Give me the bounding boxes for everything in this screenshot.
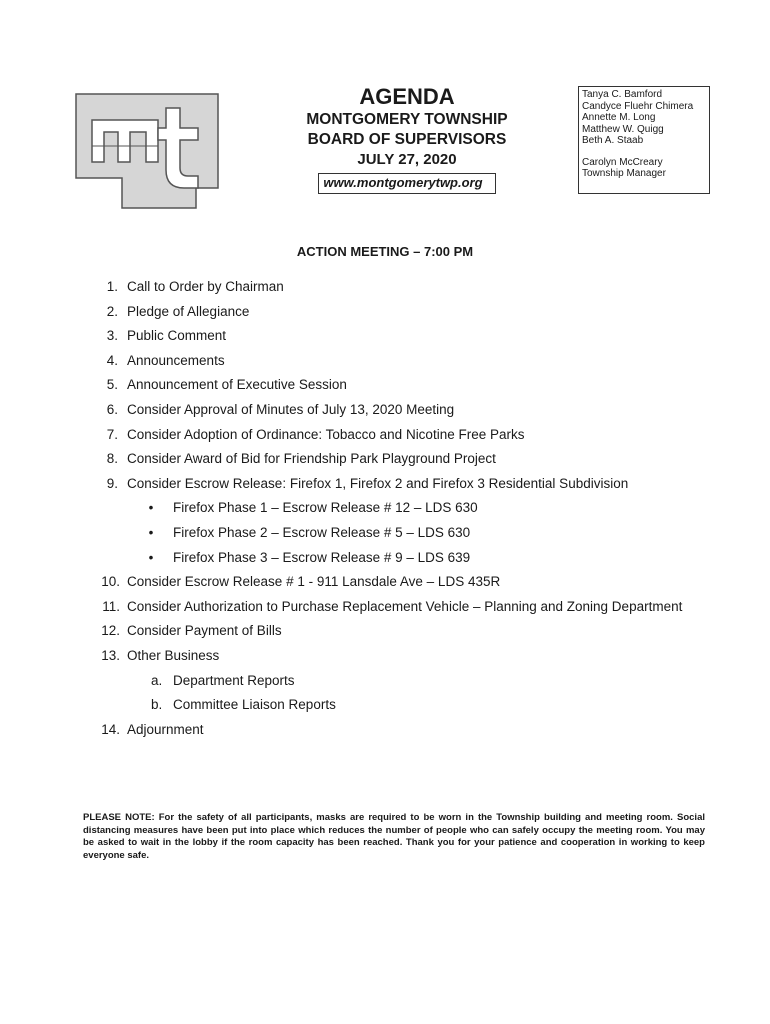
item-text: Consider Escrow Release: Firefox 1, Firefox 2 and Firefox 3 Residential Subdivision [127,475,629,491]
sub-item-letter: b. [151,697,163,713]
item-number: 11. [102,598,120,614]
item-number: 9. [106,475,118,491]
safety-note: PLEASE NOTE: For the safety of all participants, masks are required to be worn in the Township building and meeting room. Social distancing measures have been put into place which reduces the number of people who can safely occupy the meeting room. You may be asked to wait in the lobby if the room capacity has been reached. Thank you for your patience and cooperation in working to keep everyone safe. [83,812,705,861]
item-number: 2. [106,303,118,319]
item-number: 8. [106,451,118,467]
bullet-icon: • [148,549,154,565]
item-text: Consider Payment of Bills [127,623,282,639]
bullet-icon: • [148,525,154,540]
item-number: 7. [106,426,118,442]
agenda-header [290,84,524,194]
org-line-1: MONTGOMERY TOWNSHIP [306,111,508,128]
item-text: Other Business [127,648,220,663]
item-number: 14. [101,721,120,737]
item-text: Consider Authorization to Purchase Replacement Vehicle – Planning and Zoning Department [127,598,683,614]
item-text: Consider Approval of Minutes of July 13, 2020 Meeting [127,402,455,417]
sub-item-text: Firefox Phase 1 – Escrow Release # 12 – LDS 630 [173,500,478,516]
sub-item-text: Firefox Phase 3 – Escrow Release # 9 – LDS 639 [173,549,471,565]
org-line-2: BOARD OF SUPERVISORS [307,131,507,148]
item-number: 3. [106,328,118,344]
item-text: Announcement of Executive Session [127,377,347,393]
supervisor-name: Annette M. Long [582,112,656,123]
sub-item-text: Firefox Phase 2 – Escrow Release # 5 – LDS 630 [173,525,471,540]
manager-name: Carolyn McCreary [582,156,663,168]
supervisor-name: Candyce Fluehr Chimera [582,100,694,112]
sub-item-text: Department Reports [173,672,295,688]
item-number: 13. [101,648,120,663]
item-text: Adjournment [127,721,204,737]
bullet-icon: • [148,500,154,516]
item-number: 1. [106,279,118,294]
item-number: 5. [106,377,118,393]
item-text: Consider Adoption of Ordinance: Tobacco and Nicotine Free Parks [127,426,525,442]
meeting-date: JULY 27, 2020 [357,151,457,168]
item-text: Announcements [127,352,225,368]
sub-item-text: Committee Liaison Reports [173,697,336,713]
item-number: 6. [106,402,118,417]
supervisor-name: Matthew W. Quigg [582,123,664,135]
supervisor-name: Tanya C. Bamford [582,89,663,100]
township-logo [74,92,220,210]
item-number: 12. [101,623,120,639]
supervisors-box [578,86,710,194]
supervisor-name: Beth A. Staab [582,135,644,146]
item-text: Pledge of Allegiance [127,303,250,319]
manager-title: Township Manager [582,168,666,179]
item-text: Consider Award of Bid for Friendship Park Playground Project [127,451,496,467]
item-number: 10. [101,574,120,590]
agenda-title: AGENDA [359,84,455,109]
meeting-title: ACTION MEETING – 7:00 PM [296,244,474,259]
website-link[interactable]: www.montgomerytwp.org [318,173,495,194]
sub-item-letter: a. [151,672,163,688]
item-text: Public Comment [127,328,227,344]
item-text: Call to Order by Chairman [127,279,284,294]
item-number: 4. [106,352,118,368]
item-text: Consider Escrow Release # 1 - 911 Lansdale Ave – LDS 435R [127,574,501,590]
